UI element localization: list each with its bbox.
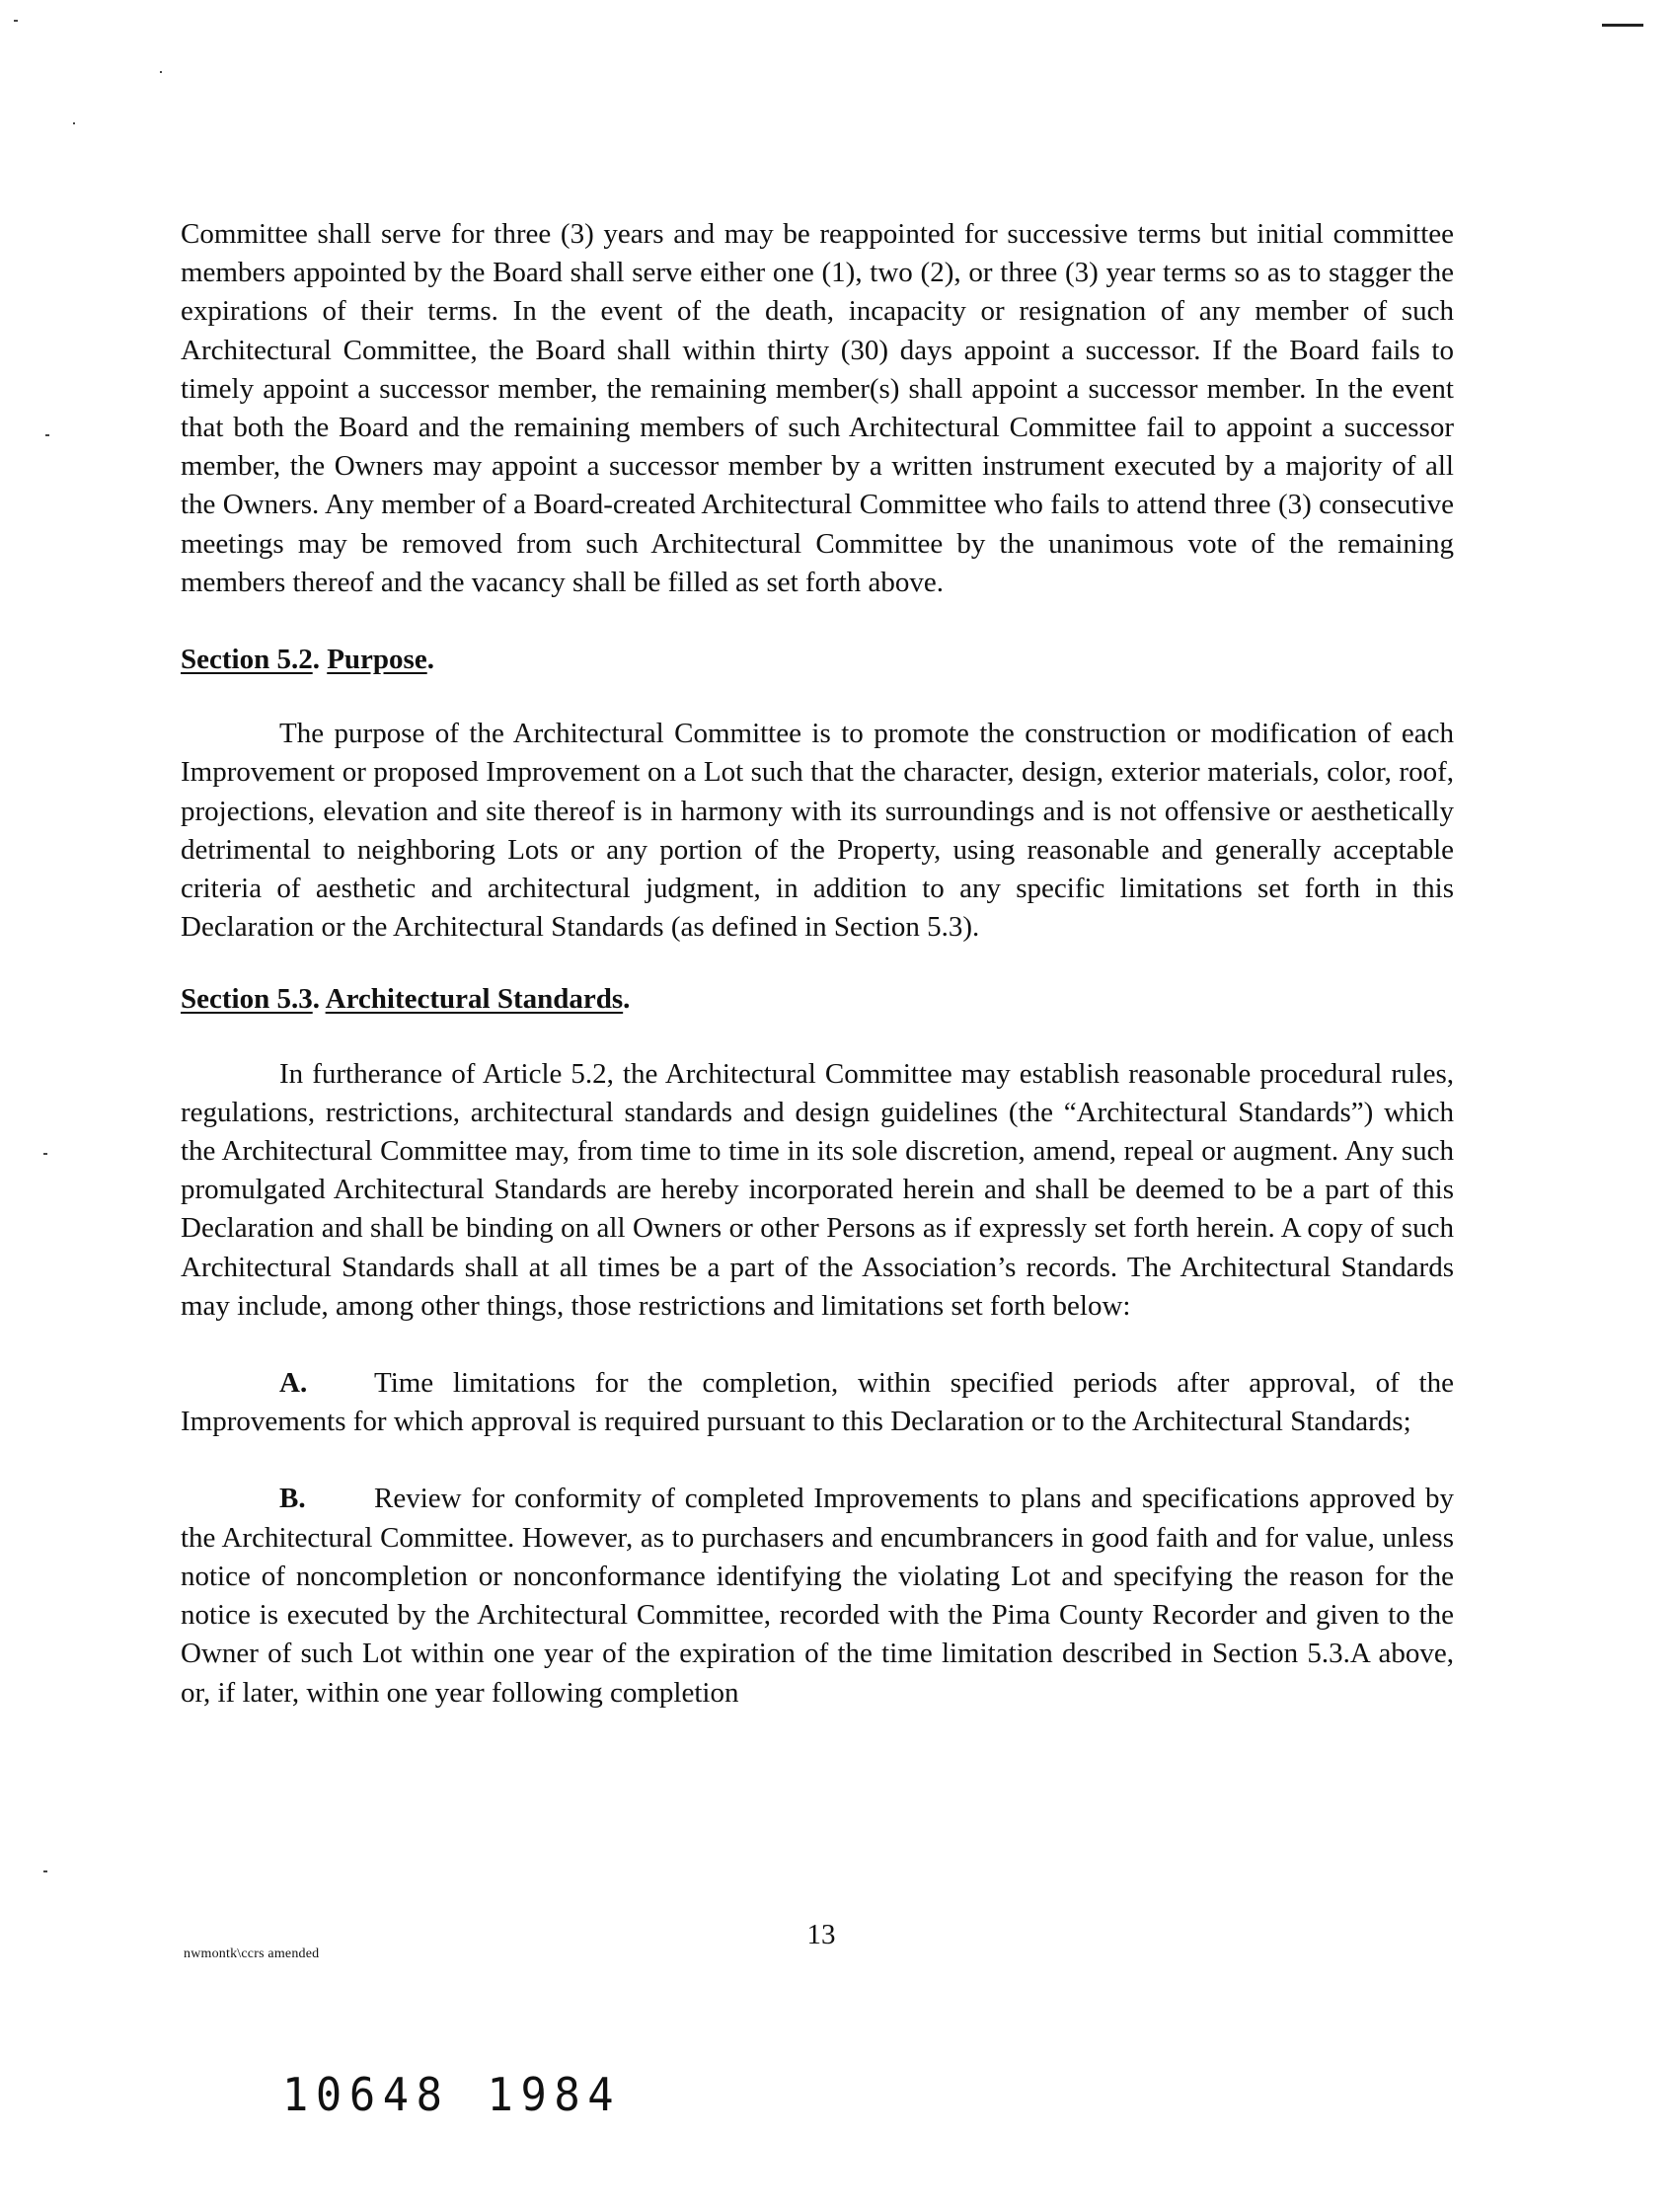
item-letter: B.	[279, 1483, 306, 1515]
item-text: Review for conformity of completed Improvements to plans and specifications approved by the Architectural Committee. However, as to purchasers and encumbrancers in good faith and for value, unless notice of noncompletion or nonconformance identifying the violating Lot and specifying the reason for the notice is executed by the Architectural Committee, recorded with the Pima County Recorder and given to the Owner of such Lot within one year of the expiration of the time limitation described in Section 5.3.A above, or, if later, within one year following completion	[181, 1483, 1454, 1709]
paragraph-committee-terms: Committee shall serve for three (3) years and may be reappointed for successive terms but initial committee members appointed by the Board shall serve either one (1), two (2), or three (3) year terms so as to stagger the expirations of their terms. In the event of the death, incapacity or resignation of any member of such Architectural Committee, the Board shall within thirty (30) days appoint a successor. If the Board fails to timely appoint a successor member, the remaining member(s) shall appoint a successor member. In the event that both the Board and the remaining members of such Architectural Committee fail to appoint a successor member, the Owners may appoint a successor member by a written instrument executed by a majority of all the Owners. Any member of a Board-created Architectural Committee who fails to attend three (3) consecutive meetings may be removed from such Architectural Committee by the unanimous vote of the remaining members thereof and the vacancy shall be filled as set forth above.	[181, 218, 1454, 598]
item-text: Time limitations for the completion, within specified periods after approval, of the Improvements for which approval is required pursuant to this Declaration or to the Architectural Standards;	[181, 1367, 1454, 1438]
scan-speck	[14, 20, 18, 22]
section-title: Architectural Standards	[325, 983, 624, 1016]
scan-mark	[1602, 24, 1643, 27]
paragraph-architectural-standards: In furtherance of Article 5.2, the Architectural Committee may establish reasonable procedural rules, regulations, restrictions, architectural standards and design guidelines (the “Architectural Standards”) which the Architectural Committee may, from time to time in its sole discretion, amend, repeal or augment. Any such promulgated Architectural Standards are hereby incorporated herein and shall be deemed to be a part of this Declaration and shall be binding on all Owners or other Persons as if expressly set forth herein. A copy of such Architectural Standards shall at all times be a part of the Association’s records. The Architectural Standards may include, among other things, those restrictions and limitations set forth below:	[181, 1057, 1454, 1322]
section-heading-5-2: Section 5.2. Purpose.	[181, 644, 434, 676]
section-number: Section 5.3	[181, 983, 313, 1016]
list-item-a	[181, 1364, 1454, 1441]
list-item-b	[181, 1480, 1454, 1712]
scan-speck	[45, 434, 49, 436]
page-number: 13	[806, 1919, 836, 1950]
scan-speck	[43, 1870, 47, 1872]
section-number: Section 5.2	[181, 644, 313, 676]
section-title: Purpose	[327, 644, 427, 676]
docket-number: 10648	[282, 2068, 450, 2121]
document-body	[181, 215, 1454, 1713]
item-letter: A.	[279, 1367, 308, 1400]
recording-stamp	[282, 2068, 621, 2121]
stamp-page-number: 1984	[487, 2068, 622, 2121]
section-heading-5-3: Section 5.3. Architectural Standards.	[181, 983, 631, 1016]
scan-speck	[160, 71, 162, 73]
paragraph-purpose: The purpose of the Architectural Committee is to promote the construction or modification of each Improvement or proposed Improvement on a Lot such that the character, design, exterior materials, color, roof, projections, elevation and site thereof is in harmony with its surroundings and is not offensive or aesthetically detrimental to neighboring Lots or any portion of the Property, using reasonable and generally acceptable criteria of aesthetic and architectural judgment, in addition to any specific limitations set forth in this Declaration or the Architectural Standards (as defined in Section 5.3).	[181, 718, 1454, 944]
scan-speck	[73, 122, 75, 124]
footer-file-reference: nwmontk\ccrs amended	[184, 1946, 320, 1961]
scan-speck	[43, 1153, 47, 1155]
